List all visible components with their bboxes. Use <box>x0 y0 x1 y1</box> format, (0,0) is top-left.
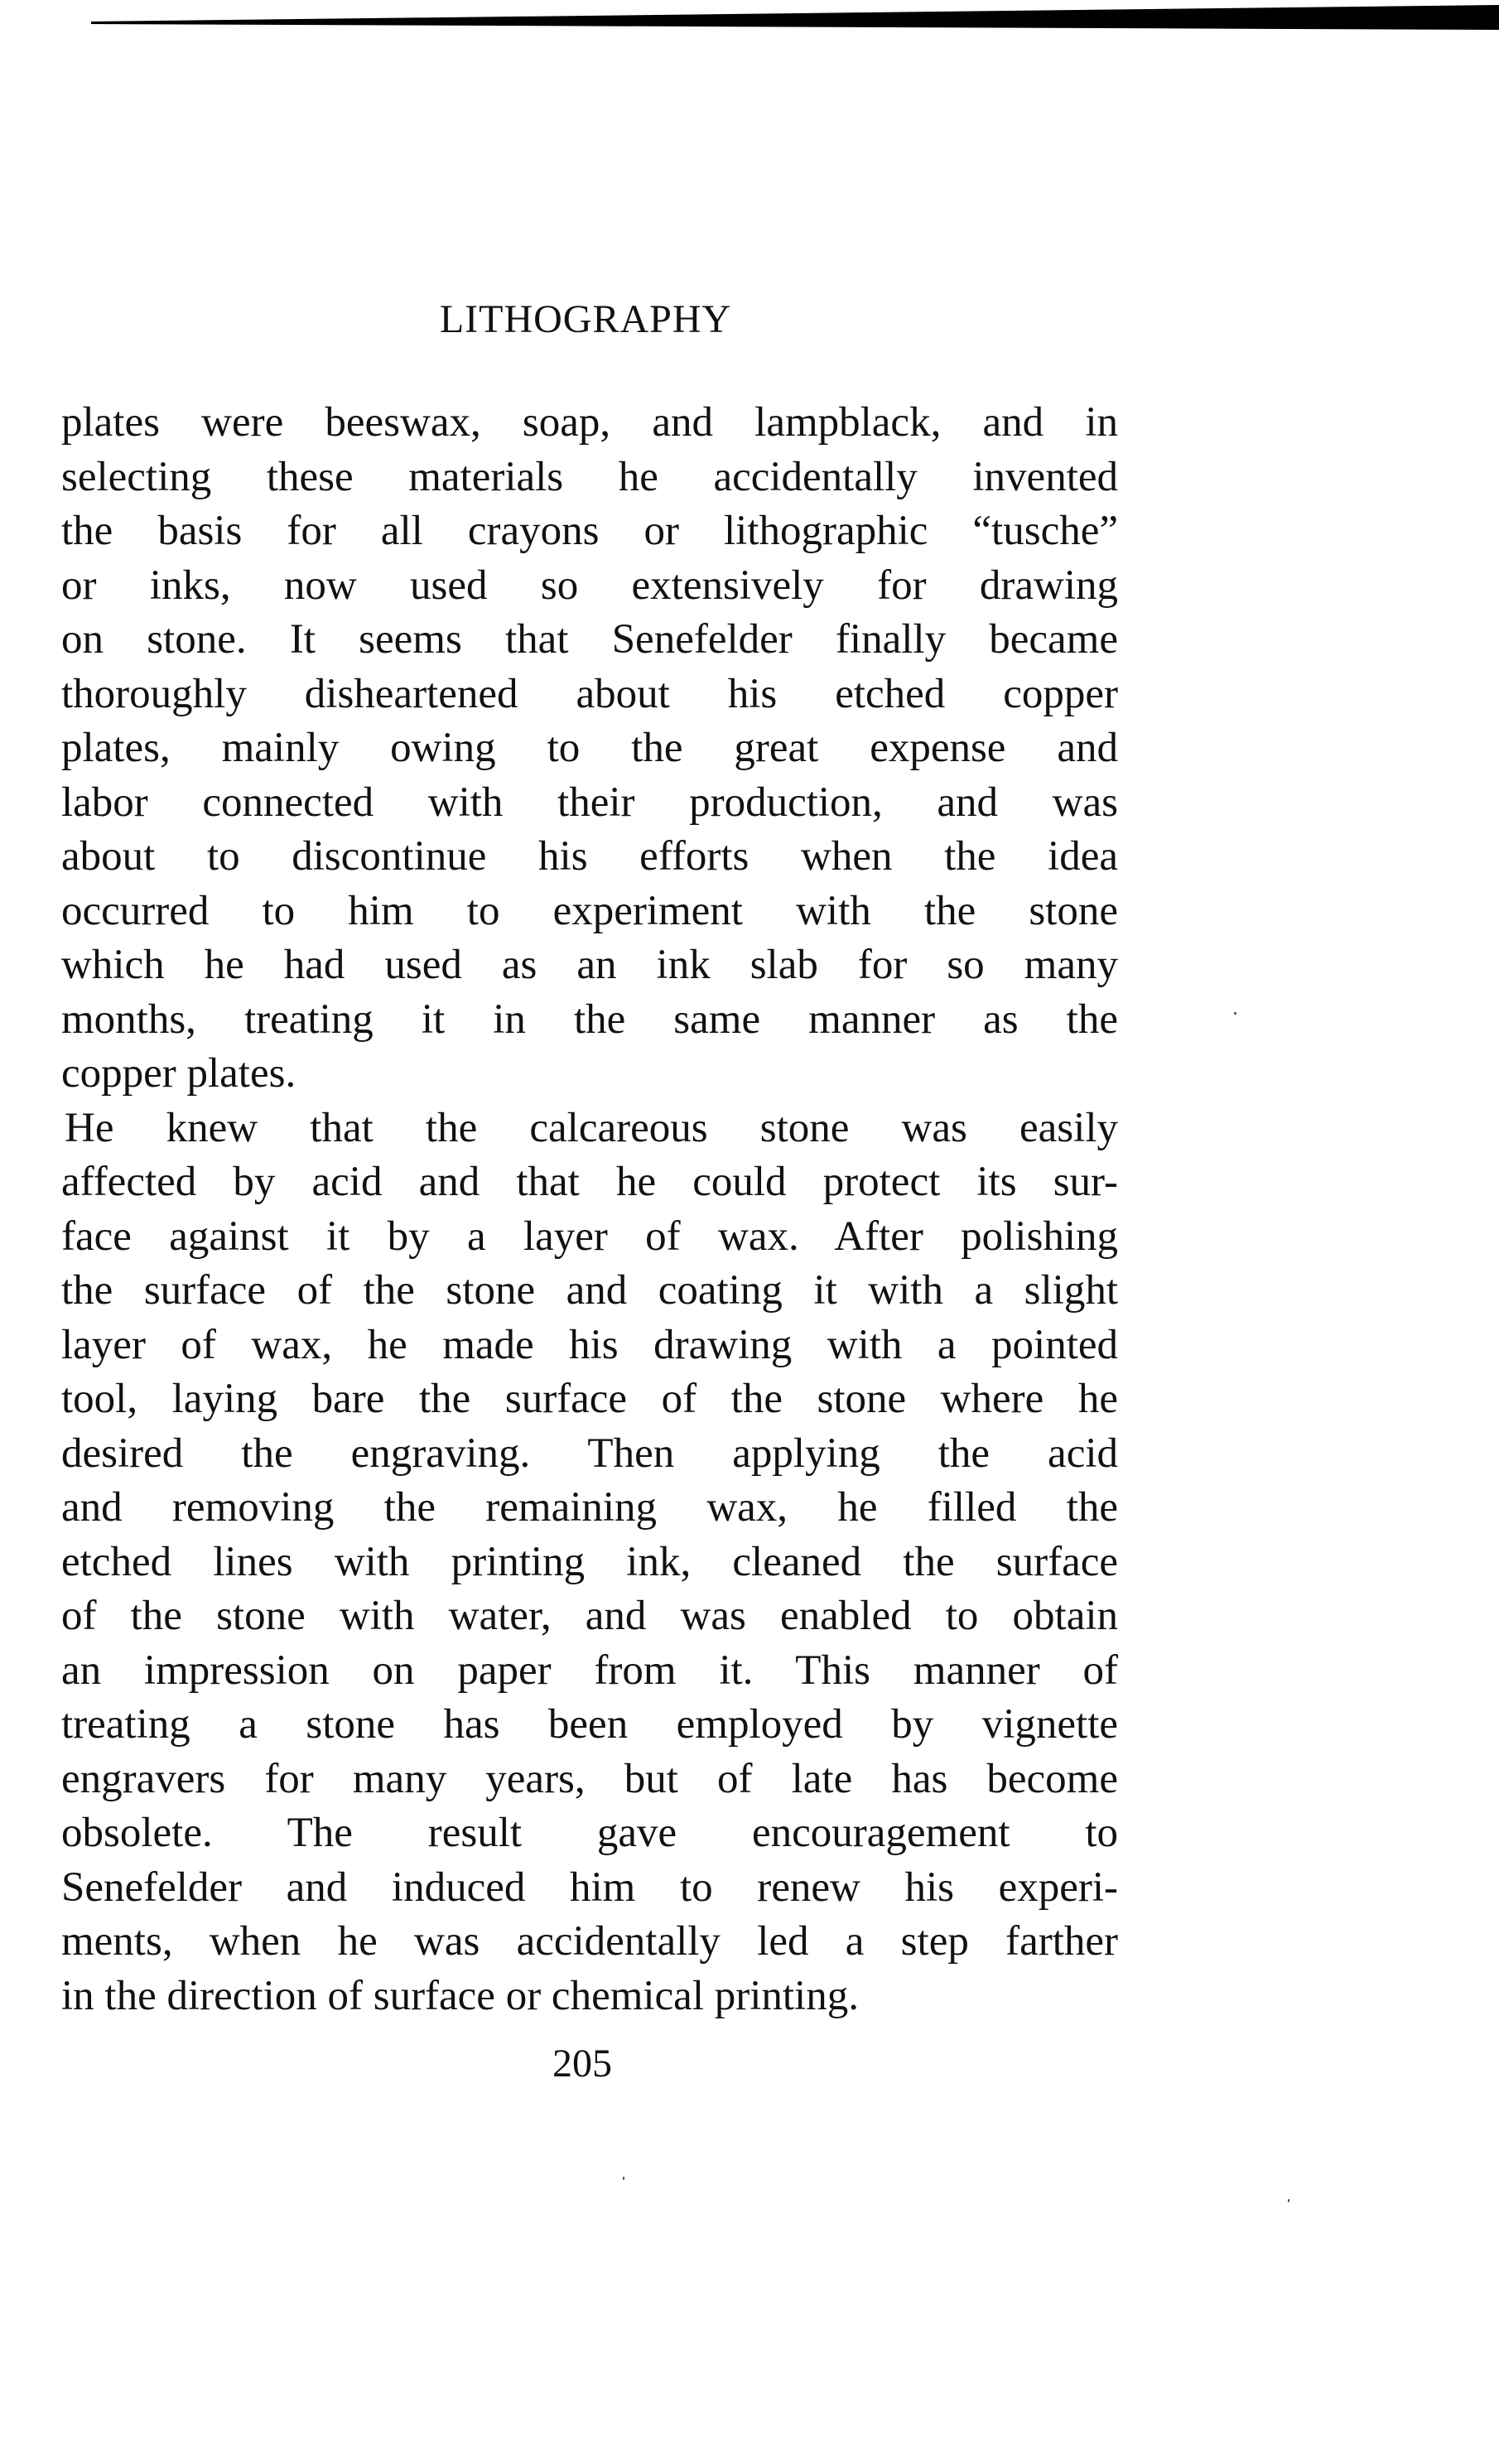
text-line: treating a stone has been employed by vignette <box>61 1701 1118 1748</box>
text-line: layer of wax, he made his drawing with a pointed <box>61 1321 1118 1368</box>
scan-speck <box>1234 1012 1236 1015</box>
text-line: etched lines with printing ink, cleaned the surface <box>61 1538 1118 1585</box>
text-line: which he had used as an ink slab for so many <box>61 942 1118 988</box>
text-line: and removing the remaining wax, he filled the <box>61 1484 1118 1531</box>
text-line: months, treating it in the same manner as the <box>61 996 1118 1043</box>
text-line: plates, mainly owing to the great expense and <box>61 725 1118 771</box>
text-line: labor connected with their production, and was <box>61 779 1118 826</box>
text-line: engravers for many years, but of late has become <box>61 1755 1118 1802</box>
text-line: Senefelder and induced him to renew his experi- <box>61 1864 1118 1911</box>
text-line: of the stone with water, and was enabled to obtain <box>61 1593 1118 1639</box>
paragraph <box>61 396 1118 1102</box>
top-rule <box>91 5 1499 30</box>
text-line: the basis for all crayons or lithographic “tusche” <box>61 508 1118 554</box>
scan-speck <box>623 2177 624 2180</box>
text-line: about to discontinue his efforts when the idea <box>61 833 1118 880</box>
body-text <box>61 396 1118 2023</box>
text-line: an impression on paper from it. This manner of <box>61 1647 1118 1694</box>
text-line: tool, laying bare the surface of the stone where he <box>61 1376 1118 1422</box>
scan-speck <box>1288 2199 1289 2202</box>
text-line: selecting these materials he accidentally invented <box>61 453 1118 500</box>
text-line: face against it by a layer of wax. After polishing <box>61 1213 1118 1260</box>
text-line: plates were beeswax, soap, and lampblack, and in <box>61 399 1118 446</box>
page-number: 205 <box>552 2042 612 2085</box>
text-line: in the direction of surface or chemical printing. <box>61 1972 859 2019</box>
text-line: affected by acid and that he could protect its sur- <box>61 1159 1118 1205</box>
text-line: ments, when he was accidentally led a step farther <box>61 1918 1118 1965</box>
text-line: desired the engraving. Then applying the acid <box>61 1430 1118 1477</box>
paragraph <box>61 1102 1118 2024</box>
text-line: copper plates. <box>61 1050 296 1097</box>
text-line: or inks, now used so extensively for drawing <box>61 562 1118 609</box>
text-line: He knew that the calcareous stone was easily <box>65 1104 1118 1151</box>
text-line: occurred to him to experiment with the stone <box>61 887 1118 934</box>
text-line: thoroughly disheartened about his etched copper <box>61 670 1118 717</box>
text-line: the surface of the stone and coating it with a slight <box>61 1267 1118 1314</box>
text-line: obsolete. The result gave encouragement to <box>61 1810 1118 1856</box>
running-head: LITHOGRAPHY <box>439 297 732 341</box>
text-line: on stone. It seems that Senefelder finally became <box>61 616 1118 663</box>
